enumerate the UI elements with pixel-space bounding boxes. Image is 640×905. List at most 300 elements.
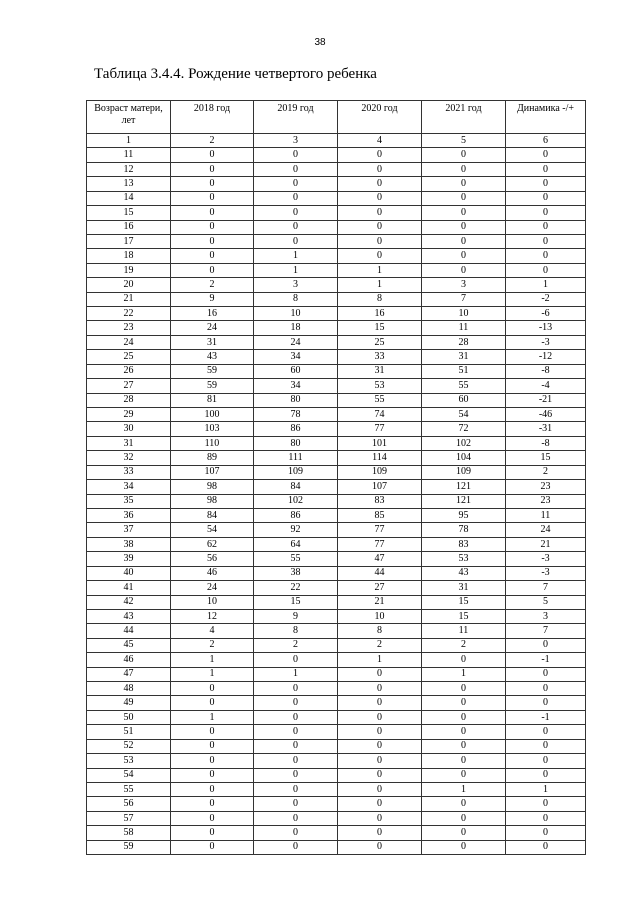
cell-dynamics: 0 [506, 638, 586, 652]
cell-2021: 0 [422, 148, 506, 162]
cell-2019: 86 [254, 508, 338, 522]
cell-age: 26 [87, 364, 171, 378]
cell-age: 11 [87, 148, 171, 162]
table-row [87, 581, 586, 595]
cell-age: 53 [87, 754, 171, 768]
table-row [87, 696, 586, 710]
cell-2021: 54 [422, 408, 506, 422]
cell-2021: 0 [422, 653, 506, 667]
cell-dynamics: -3 [506, 335, 586, 349]
cell-2018: 84 [171, 508, 254, 522]
cell-2020: 77 [338, 523, 422, 537]
cell-2020: 77 [338, 422, 422, 436]
cell-2021: 0 [422, 234, 506, 248]
cell-2019: 102 [254, 494, 338, 508]
table-row [87, 134, 586, 148]
cell-2020: 0 [338, 249, 422, 263]
cell-age: 48 [87, 682, 171, 696]
cell-2021: 15 [422, 609, 506, 623]
cell-age: 33 [87, 465, 171, 479]
cell-2020: 107 [338, 480, 422, 494]
cell-2020: 0 [338, 725, 422, 739]
cell-2021: 0 [422, 177, 506, 191]
cell-2018: 56 [171, 552, 254, 566]
cell-2018: 0 [171, 797, 254, 811]
table-row [87, 451, 586, 465]
cell-age: 23 [87, 321, 171, 335]
cell-age: 31 [87, 436, 171, 450]
cell-2020: 101 [338, 436, 422, 450]
cell-2019: 34 [254, 379, 338, 393]
cell-2018: 1 [171, 667, 254, 681]
table-row [87, 335, 586, 349]
cell-dynamics: 0 [506, 682, 586, 696]
cell-dynamics: 0 [506, 148, 586, 162]
cell-2019: 0 [254, 826, 338, 840]
cell-2021: 53 [422, 552, 506, 566]
cell-2020: 77 [338, 537, 422, 551]
cell-2018: 0 [171, 840, 254, 854]
cell-2021: 0 [422, 768, 506, 782]
cell-2021: 72 [422, 422, 506, 436]
cell-age: 40 [87, 566, 171, 580]
cell-2021: 104 [422, 451, 506, 465]
cell-2018: 62 [171, 537, 254, 551]
cell-2018: 43 [171, 350, 254, 364]
header-mother-age: Возраст матери, лет [87, 101, 171, 134]
cell-2019: 109 [254, 465, 338, 479]
cell-dynamics: 0 [506, 739, 586, 753]
cell-2018: 0 [171, 754, 254, 768]
cell-2021: 0 [422, 206, 506, 220]
cell-age: 28 [87, 393, 171, 407]
cell-2021: 1 [422, 667, 506, 681]
header-2020: 2020 год [338, 101, 422, 134]
cell-dynamics: -3 [506, 566, 586, 580]
cell-2019: 0 [254, 696, 338, 710]
cell-age: 27 [87, 379, 171, 393]
table-row [87, 523, 586, 537]
cell-2018: 0 [171, 148, 254, 162]
cell-age: 46 [87, 653, 171, 667]
cell-2020: 85 [338, 508, 422, 522]
cell-dynamics: -6 [506, 307, 586, 321]
cell-2021: 95 [422, 508, 506, 522]
table-row [87, 393, 586, 407]
cell-2018: 10 [171, 595, 254, 609]
cell-2020: 0 [338, 710, 422, 724]
cell-2018: 0 [171, 768, 254, 782]
cell-2020: 0 [338, 191, 422, 205]
cell-2020: 0 [338, 797, 422, 811]
cell-2019: 15 [254, 595, 338, 609]
cell-2019: 78 [254, 408, 338, 422]
cell-dynamics: 0 [506, 263, 586, 277]
cell-2021: 5 [422, 134, 506, 148]
cell-2021: 31 [422, 350, 506, 364]
cell-2019: 64 [254, 537, 338, 551]
cell-2018: 1 [171, 710, 254, 724]
cell-2018: 59 [171, 364, 254, 378]
cell-2018: 24 [171, 321, 254, 335]
cell-dynamics: -4 [506, 379, 586, 393]
table-row [87, 667, 586, 681]
cell-dynamics: 7 [506, 581, 586, 595]
cell-2018: 0 [171, 177, 254, 191]
cell-age: 30 [87, 422, 171, 436]
cell-2018: 54 [171, 523, 254, 537]
cell-dynamics: 15 [506, 451, 586, 465]
cell-dynamics: 0 [506, 220, 586, 234]
table-row [87, 307, 586, 321]
cell-age: 42 [87, 595, 171, 609]
cell-dynamics: -13 [506, 321, 586, 335]
cell-2021: 83 [422, 537, 506, 551]
cell-2021: 78 [422, 523, 506, 537]
cell-dynamics: -1 [506, 653, 586, 667]
cell-2019: 3 [254, 134, 338, 148]
cell-2020: 0 [338, 696, 422, 710]
table-row [87, 595, 586, 609]
cell-dynamics: 21 [506, 537, 586, 551]
cell-2021: 0 [422, 696, 506, 710]
cell-dynamics: -21 [506, 393, 586, 407]
cell-2018: 98 [171, 480, 254, 494]
cell-dynamics: 3 [506, 609, 586, 623]
table-row [87, 638, 586, 652]
cell-2021: 31 [422, 581, 506, 595]
cell-age: 59 [87, 840, 171, 854]
table-row [87, 682, 586, 696]
cell-age: 49 [87, 696, 171, 710]
cell-age: 45 [87, 638, 171, 652]
table-row [87, 321, 586, 335]
cell-2020: 1 [338, 278, 422, 292]
cell-2020: 114 [338, 451, 422, 465]
cell-2020: 53 [338, 379, 422, 393]
cell-2019: 0 [254, 797, 338, 811]
cell-dynamics: 6 [506, 134, 586, 148]
cell-age: 21 [87, 292, 171, 306]
cell-dynamics: -46 [506, 408, 586, 422]
cell-2018: 0 [171, 234, 254, 248]
cell-2019: 3 [254, 278, 338, 292]
cell-2021: 3 [422, 278, 506, 292]
cell-age: 44 [87, 624, 171, 638]
cell-2021: 0 [422, 797, 506, 811]
cell-2020: 44 [338, 566, 422, 580]
cell-2021: 7 [422, 292, 506, 306]
cell-dynamics: 0 [506, 754, 586, 768]
cell-dynamics: 0 [506, 206, 586, 220]
table-row [87, 739, 586, 753]
cell-2018: 12 [171, 609, 254, 623]
cell-dynamics: 11 [506, 508, 586, 522]
cell-2019: 0 [254, 653, 338, 667]
table-row [87, 422, 586, 436]
cell-2018: 107 [171, 465, 254, 479]
cell-age: 56 [87, 797, 171, 811]
cell-dynamics: 0 [506, 840, 586, 854]
cell-2019: 0 [254, 739, 338, 753]
cell-2019: 60 [254, 364, 338, 378]
table-row [87, 494, 586, 508]
cell-2019: 24 [254, 335, 338, 349]
cell-2019: 18 [254, 321, 338, 335]
cell-age: 20 [87, 278, 171, 292]
cell-2018: 16 [171, 307, 254, 321]
cell-2019: 111 [254, 451, 338, 465]
table-row [87, 191, 586, 205]
cell-2018: 4 [171, 624, 254, 638]
cell-2018: 0 [171, 249, 254, 263]
cell-2019: 55 [254, 552, 338, 566]
cell-2018: 0 [171, 725, 254, 739]
cell-2020: 0 [338, 220, 422, 234]
cell-2019: 1 [254, 249, 338, 263]
cell-2019: 86 [254, 422, 338, 436]
cell-dynamics: 5 [506, 595, 586, 609]
cell-2019: 80 [254, 393, 338, 407]
cell-age: 32 [87, 451, 171, 465]
cell-2018: 110 [171, 436, 254, 450]
cell-2018: 31 [171, 335, 254, 349]
cell-dynamics: -8 [506, 364, 586, 378]
cell-dynamics: 0 [506, 725, 586, 739]
header-2021: 2021 год [422, 101, 506, 134]
cell-2020: 1 [338, 653, 422, 667]
cell-2021: 0 [422, 840, 506, 854]
table-row [87, 278, 586, 292]
table-row [87, 292, 586, 306]
cell-2021: 0 [422, 191, 506, 205]
cell-dynamics: 0 [506, 177, 586, 191]
table-row [87, 350, 586, 364]
cell-age: 24 [87, 335, 171, 349]
cell-2021: 55 [422, 379, 506, 393]
cell-dynamics: 0 [506, 234, 586, 248]
cell-2021: 0 [422, 754, 506, 768]
cell-age: 16 [87, 220, 171, 234]
cell-age: 15 [87, 206, 171, 220]
cell-age: 22 [87, 307, 171, 321]
cell-2021: 11 [422, 624, 506, 638]
cell-2020: 83 [338, 494, 422, 508]
cell-dynamics: -2 [506, 292, 586, 306]
cell-2019: 0 [254, 754, 338, 768]
cell-2018: 0 [171, 782, 254, 796]
table-row [87, 508, 586, 522]
cell-age: 58 [87, 826, 171, 840]
cell-2021: 0 [422, 710, 506, 724]
table-row [87, 148, 586, 162]
cell-2021: 0 [422, 826, 506, 840]
cell-2018: 0 [171, 682, 254, 696]
cell-2020: 10 [338, 609, 422, 623]
cell-2018: 0 [171, 739, 254, 753]
cell-dynamics: 0 [506, 768, 586, 782]
cell-2018: 0 [171, 162, 254, 176]
cell-2019: 0 [254, 782, 338, 796]
table-row [87, 177, 586, 191]
cell-2021: 121 [422, 480, 506, 494]
cell-2019: 92 [254, 523, 338, 537]
cell-2018: 0 [171, 263, 254, 277]
table-body [87, 134, 586, 855]
cell-2020: 0 [338, 148, 422, 162]
cell-2020: 47 [338, 552, 422, 566]
cell-2021: 2 [422, 638, 506, 652]
cell-2021: 28 [422, 335, 506, 349]
cell-2018: 2 [171, 638, 254, 652]
cell-2020: 109 [338, 465, 422, 479]
cell-2020: 25 [338, 335, 422, 349]
cell-2020: 0 [338, 206, 422, 220]
table-row [87, 768, 586, 782]
cell-2021: 51 [422, 364, 506, 378]
cell-2021: 102 [422, 436, 506, 450]
cell-2021: 0 [422, 682, 506, 696]
header-dynamics: Динамика -/+ [506, 101, 586, 134]
cell-dynamics: 0 [506, 249, 586, 263]
cell-2019: 0 [254, 725, 338, 739]
cell-2019: 0 [254, 682, 338, 696]
cell-2020: 8 [338, 292, 422, 306]
cell-2019: 0 [254, 710, 338, 724]
table-row [87, 624, 586, 638]
cell-2018: 1 [171, 653, 254, 667]
cell-age: 17 [87, 234, 171, 248]
cell-2019: 0 [254, 206, 338, 220]
cell-2020: 0 [338, 177, 422, 191]
cell-age: 12 [87, 162, 171, 176]
cell-dynamics: 0 [506, 162, 586, 176]
cell-2019: 38 [254, 566, 338, 580]
cell-2020: 55 [338, 393, 422, 407]
cell-2018: 0 [171, 811, 254, 825]
cell-dynamics: 0 [506, 696, 586, 710]
cell-2018: 89 [171, 451, 254, 465]
cell-2019: 84 [254, 480, 338, 494]
table-row [87, 609, 586, 623]
cell-2020: 0 [338, 682, 422, 696]
cell-2021: 0 [422, 263, 506, 277]
cell-2018: 2 [171, 278, 254, 292]
cell-2021: 15 [422, 595, 506, 609]
table-row [87, 566, 586, 580]
cell-2019: 0 [254, 220, 338, 234]
cell-dynamics: 0 [506, 826, 586, 840]
cell-age: 57 [87, 811, 171, 825]
cell-2019: 2 [254, 638, 338, 652]
table-row [87, 754, 586, 768]
cell-2019: 0 [254, 191, 338, 205]
cell-age: 35 [87, 494, 171, 508]
cell-2019: 0 [254, 811, 338, 825]
table-row [87, 220, 586, 234]
cell-2020: 0 [338, 768, 422, 782]
cell-2019: 8 [254, 292, 338, 306]
cell-2018: 9 [171, 292, 254, 306]
cell-2020: 8 [338, 624, 422, 638]
cell-age: 41 [87, 581, 171, 595]
cell-2019: 22 [254, 581, 338, 595]
cell-2021: 43 [422, 566, 506, 580]
cell-2021: 1 [422, 782, 506, 796]
cell-age: 52 [87, 739, 171, 753]
cell-2019: 0 [254, 768, 338, 782]
cell-2020: 0 [338, 840, 422, 854]
cell-dynamics: 7 [506, 624, 586, 638]
cell-dynamics: -12 [506, 350, 586, 364]
cell-2020: 21 [338, 595, 422, 609]
cell-2020: 4 [338, 134, 422, 148]
table-row [87, 162, 586, 176]
cell-2021: 121 [422, 494, 506, 508]
cell-2020: 0 [338, 234, 422, 248]
cell-age: 47 [87, 667, 171, 681]
table-row [87, 408, 586, 422]
table-row [87, 234, 586, 248]
cell-2021: 0 [422, 811, 506, 825]
table-row [87, 826, 586, 840]
cell-dynamics: 23 [506, 494, 586, 508]
table-row [87, 725, 586, 739]
cell-age: 18 [87, 249, 171, 263]
cell-2018: 0 [171, 696, 254, 710]
cell-age: 29 [87, 408, 171, 422]
header-2018: 2018 год [171, 101, 254, 134]
header-row [87, 101, 586, 134]
cell-2020: 0 [338, 782, 422, 796]
cell-2018: 100 [171, 408, 254, 422]
cell-2018: 2 [171, 134, 254, 148]
cell-2019: 1 [254, 263, 338, 277]
table-row [87, 797, 586, 811]
table-row [87, 653, 586, 667]
cell-2018: 0 [171, 191, 254, 205]
table-row [87, 537, 586, 551]
table-row [87, 710, 586, 724]
page-number: 38 [314, 37, 326, 48]
cell-age: 39 [87, 552, 171, 566]
cell-2020: 0 [338, 826, 422, 840]
cell-age: 34 [87, 480, 171, 494]
cell-dynamics: -8 [506, 436, 586, 450]
cell-2019: 8 [254, 624, 338, 638]
cell-2021: 60 [422, 393, 506, 407]
table-row [87, 465, 586, 479]
cell-2019: 0 [254, 177, 338, 191]
cell-dynamics: 1 [506, 782, 586, 796]
cell-2021: 0 [422, 220, 506, 234]
cell-2020: 15 [338, 321, 422, 335]
cell-2018: 103 [171, 422, 254, 436]
cell-2020: 16 [338, 307, 422, 321]
cell-dynamics: -3 [506, 552, 586, 566]
table-row [87, 436, 586, 450]
cell-2020: 1 [338, 263, 422, 277]
cell-2020: 2 [338, 638, 422, 652]
cell-2020: 31 [338, 364, 422, 378]
table-row [87, 811, 586, 825]
cell-2018: 46 [171, 566, 254, 580]
cell-2020: 0 [338, 739, 422, 753]
cell-2019: 0 [254, 840, 338, 854]
cell-2018: 98 [171, 494, 254, 508]
cell-age: 38 [87, 537, 171, 551]
birth-table [86, 100, 586, 855]
